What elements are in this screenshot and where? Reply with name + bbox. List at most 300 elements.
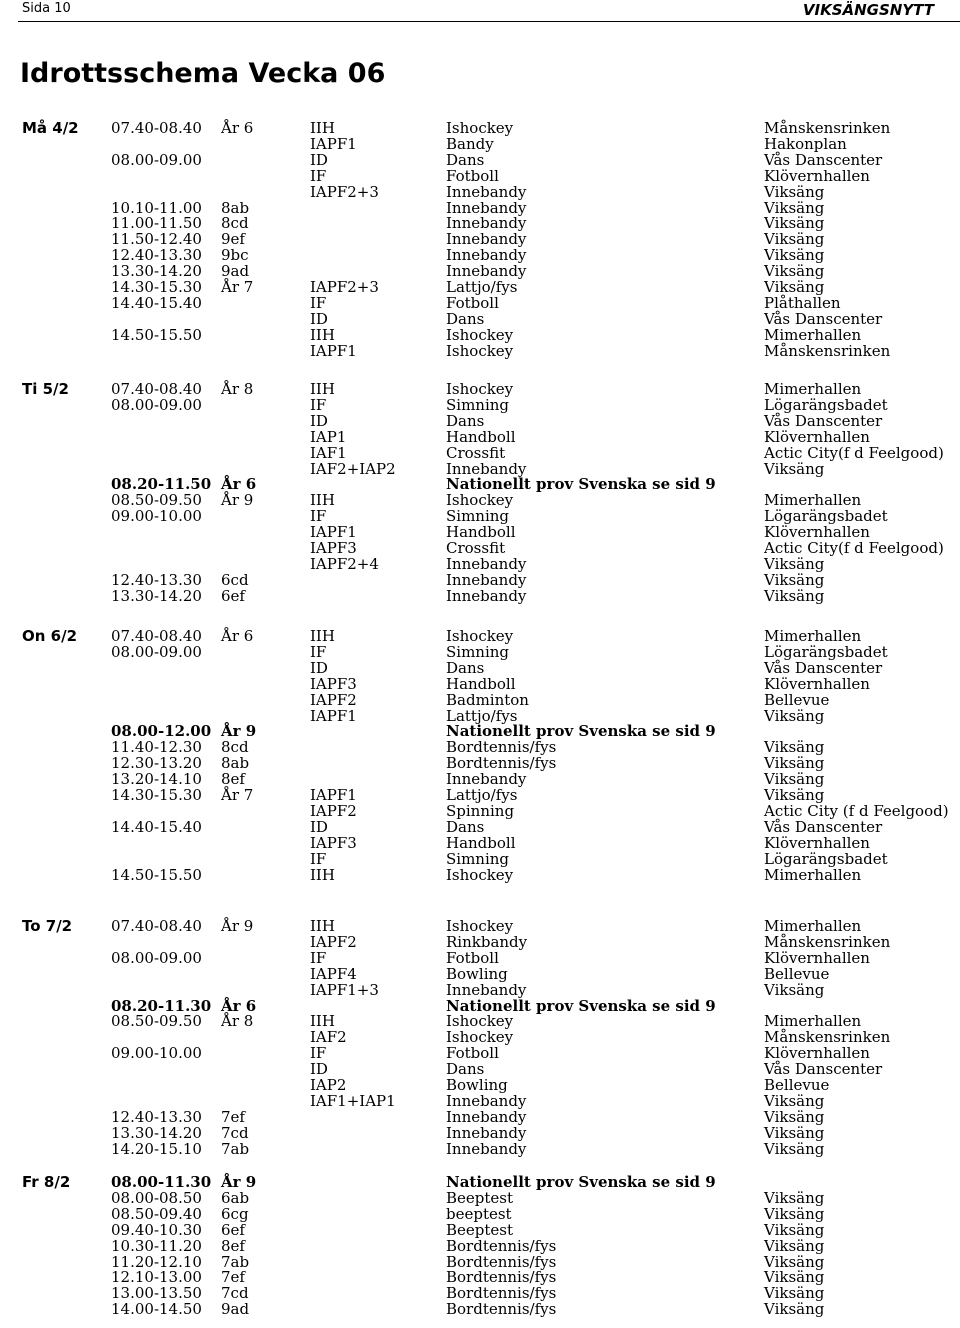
- schedule-row: [0, 247, 960, 263]
- schedule-row: [0, 982, 960, 998]
- time-cell: 08.00-09.00: [111, 642, 202, 661]
- class-cell: IAF1: [310, 443, 347, 462]
- activity-cell: Bordtennis/fys: [446, 1268, 557, 1287]
- activity-cell: Innebandy: [446, 262, 527, 281]
- group-cell: År 6: [221, 996, 257, 1015]
- venue-cell: Klövernhallen: [764, 948, 870, 967]
- schedule-row: [0, 1109, 960, 1125]
- venue-cell: Lögarängsbadet: [764, 849, 888, 868]
- time-cell: 13.30-14.20: [111, 1123, 202, 1142]
- schedule-row: [0, 628, 960, 644]
- schedule-row: [0, 803, 960, 819]
- time-cell: 08.00-08.50: [111, 1188, 202, 1207]
- group-cell: 8cd: [221, 738, 249, 757]
- schedule-row: [0, 1190, 960, 1206]
- venue-cell: Mimerhallen: [764, 865, 862, 884]
- group-cell: År 9: [221, 1173, 257, 1191]
- group-cell: 7ef: [221, 1107, 245, 1126]
- schedule-row: [0, 311, 960, 327]
- venue-cell: Viksäng: [764, 262, 825, 281]
- venue-cell: Vås Danscenter: [764, 817, 883, 836]
- group-cell: 8ab: [221, 754, 250, 773]
- activity-cell: Handboll: [446, 833, 516, 852]
- venue-cell: Viksäng: [764, 570, 825, 589]
- schedule-row: [0, 1269, 960, 1285]
- day-label: Fr 8/2: [22, 1173, 71, 1191]
- time-cell: 14.00-14.50: [111, 1300, 202, 1319]
- class-cell: IIH: [310, 119, 335, 137]
- time-cell: 08.00-09.00: [111, 150, 202, 169]
- class-cell: IAPF2+3: [310, 182, 379, 201]
- class-cell: IAP2: [310, 1076, 347, 1094]
- time-cell: 13.20-14.10: [111, 770, 202, 789]
- activity-cell: Lattjo/fys: [446, 706, 518, 725]
- page-number: Sida 10: [22, 1, 71, 16]
- activity-cell: Innebandy: [446, 570, 527, 589]
- class-cell: IIH: [310, 865, 335, 884]
- venue-cell: Plåthallen: [764, 293, 841, 312]
- time-cell: 08.00-11.30: [111, 1173, 212, 1191]
- time-cell: 10.10-11.00: [111, 198, 202, 217]
- activity-cell: Rinkbandy: [446, 932, 528, 951]
- schedule-row: [0, 771, 960, 787]
- venue-cell: Viksäng: [764, 1268, 825, 1287]
- class-cell: IF: [310, 642, 327, 661]
- schedule-row: [0, 508, 960, 524]
- time-cell: 07.40-08.40: [111, 380, 202, 398]
- class-cell: IIH: [310, 325, 335, 344]
- venue-cell: Vås Danscenter: [764, 411, 883, 430]
- activity-cell: Dans: [446, 658, 485, 677]
- venue-cell: Viksäng: [764, 278, 825, 296]
- schedule-row: [0, 755, 960, 771]
- group-cell: År 7: [221, 786, 254, 804]
- venue-cell: Viksäng: [764, 754, 825, 773]
- class-cell: ID: [310, 411, 328, 430]
- activity-cell: Bowling: [446, 964, 508, 983]
- class-cell: ID: [310, 817, 328, 836]
- venue-cell: Viksäng: [764, 246, 825, 265]
- schedule-row: [0, 429, 960, 445]
- time-cell: 13.30-14.20: [111, 262, 202, 281]
- venue-cell: Mimerhallen: [764, 1012, 862, 1031]
- schedule-row: [0, 966, 960, 982]
- schedule-row: [0, 215, 960, 231]
- schedule-row: [0, 739, 960, 755]
- schedule-row: [0, 723, 960, 739]
- activity-cell: Innebandy: [446, 230, 527, 249]
- venue-cell: Viksäng: [764, 786, 825, 804]
- time-cell: 08.00-09.00: [111, 948, 202, 967]
- schedule-row: [0, 1206, 960, 1222]
- venue-cell: Klövernhallen: [764, 523, 870, 542]
- group-cell: 9ad: [221, 262, 250, 281]
- venue-cell: Viksäng: [764, 1204, 825, 1223]
- activity-cell: Innebandy: [446, 214, 527, 233]
- group-cell: År 8: [221, 1012, 254, 1031]
- schedule-row: [0, 461, 960, 477]
- group-cell: År 6: [221, 475, 257, 494]
- schedule-row: [0, 1238, 960, 1254]
- venue-cell: Viksäng: [764, 1188, 825, 1207]
- venue-cell: Klövernhallen: [764, 166, 870, 185]
- class-cell: IAPF3: [310, 833, 357, 852]
- time-cell: 13.00-13.50: [111, 1284, 202, 1303]
- venue-cell: Bellevue: [764, 690, 830, 709]
- page-header: [0, 0, 960, 22]
- day-label: Må 4/2: [22, 119, 79, 137]
- activity-cell: Crossfit: [446, 539, 506, 557]
- activity-cell: Simning: [446, 507, 510, 526]
- time-cell: 12.40-13.30: [111, 570, 202, 589]
- class-cell: IAPF1: [310, 134, 357, 153]
- time-cell: 12.30-13.20: [111, 754, 202, 773]
- class-cell: IAPF1: [310, 706, 357, 725]
- class-cell: ID: [310, 658, 328, 677]
- activity-cell: Ishockey: [446, 917, 514, 935]
- group-cell: År 9: [221, 722, 257, 741]
- venue-cell: Viksäng: [764, 1139, 825, 1158]
- activity-cell: Innebandy: [446, 1139, 527, 1158]
- venue-cell: Viksäng: [764, 980, 825, 999]
- venue-cell: Viksäng: [764, 1220, 825, 1239]
- venue-cell: Månskensrinken: [764, 119, 891, 137]
- activity-cell: Ishockey: [446, 325, 514, 344]
- day-label: On 6/2: [22, 627, 78, 645]
- schedule-row: [0, 1013, 960, 1029]
- group-cell: 6cd: [221, 570, 249, 589]
- time-cell: 14.50-15.50: [111, 325, 202, 344]
- activity-cell: Simning: [446, 395, 510, 414]
- venue-cell: Lögarängsbadet: [764, 507, 888, 526]
- activity-cell: Handboll: [446, 523, 516, 542]
- activity-cell: Innebandy: [446, 980, 527, 999]
- venue-cell: Mimerhallen: [764, 380, 862, 398]
- schedule-row: [0, 397, 960, 413]
- schedule-row: [0, 476, 960, 492]
- schedule-row: [0, 1045, 960, 1061]
- venue-cell: Viksäng: [764, 198, 825, 217]
- schedule-row: [0, 1174, 960, 1190]
- venue-cell: Lögarängsbadet: [764, 642, 888, 661]
- activity-cell: Bowling: [446, 1076, 508, 1094]
- schedule-row: [0, 136, 960, 152]
- venue-cell: Viksäng: [764, 586, 825, 605]
- group-cell: 6ab: [221, 1188, 250, 1207]
- activity-cell: Ishockey: [446, 491, 514, 510]
- time-cell: 10.30-11.20: [111, 1236, 202, 1255]
- activity-cell: Ishockey: [446, 865, 514, 884]
- activity-cell: Beeptest: [446, 1188, 514, 1207]
- time-cell: 14.30-15.30: [111, 278, 202, 296]
- venue-cell: Viksäng: [764, 1123, 825, 1142]
- group-cell: 9bc: [221, 246, 249, 265]
- time-cell: 11.40-12.30: [111, 738, 202, 757]
- activity-cell: Innebandy: [446, 554, 527, 573]
- schedule-row: [0, 556, 960, 572]
- class-cell: IF: [310, 948, 327, 967]
- schedule-row: [0, 168, 960, 184]
- activity-cell: Nationellt prov Svenska se sid 9: [446, 996, 716, 1015]
- class-cell: IAPF2+3: [310, 278, 379, 296]
- group-cell: 7ab: [221, 1139, 250, 1158]
- class-cell: IAPF3: [310, 674, 357, 693]
- class-cell: IAPF3: [310, 539, 357, 557]
- group-cell: 8ab: [221, 198, 250, 217]
- time-cell: 12.10-13.00: [111, 1268, 202, 1287]
- schedule-row: [0, 787, 960, 803]
- activity-cell: Ishockey: [446, 627, 514, 645]
- schedule-row: [0, 644, 960, 660]
- venue-cell: Mimerhallen: [764, 491, 862, 510]
- activity-cell: Innebandy: [446, 1123, 527, 1142]
- time-cell: 14.40-15.40: [111, 293, 202, 312]
- time-cell: 13.30-14.20: [111, 586, 202, 605]
- venue-cell: Vås Danscenter: [764, 150, 883, 169]
- venue-cell: Viksäng: [764, 706, 825, 725]
- schedule-row: [0, 327, 960, 343]
- activity-cell: Dans: [446, 1060, 485, 1079]
- schedule-row: [0, 263, 960, 279]
- schedule-row: [0, 152, 960, 168]
- schedule-row: [0, 492, 960, 508]
- schedule-row: [0, 1254, 960, 1270]
- class-cell: IIH: [310, 627, 335, 645]
- header-rule: [18, 21, 960, 22]
- activity-cell: Bordtennis/fys: [446, 754, 557, 773]
- schedule-row: [0, 588, 960, 604]
- group-cell: 6cg: [221, 1204, 249, 1223]
- activity-cell: Bordtennis/fys: [446, 1252, 557, 1271]
- schedule-row: [0, 231, 960, 247]
- time-cell: 08.00-12.00: [111, 722, 212, 741]
- group-cell: 8ef: [221, 1236, 245, 1255]
- schedule-row: [0, 120, 960, 136]
- venue-cell: Viksäng: [764, 230, 825, 249]
- activity-cell: Dans: [446, 411, 485, 430]
- day-label: To 7/2: [22, 917, 73, 935]
- class-cell: IIH: [310, 491, 335, 510]
- class-cell: IIH: [310, 380, 335, 398]
- schedule-row: [0, 1141, 960, 1157]
- activity-cell: Ishockey: [446, 1028, 514, 1047]
- class-cell: ID: [310, 150, 328, 169]
- class-cell: IAPF1: [310, 341, 357, 360]
- activity-cell: Innebandy: [446, 182, 527, 201]
- venue-cell: Lögarängsbadet: [764, 395, 888, 414]
- activity-cell: Ishockey: [446, 341, 514, 360]
- class-cell: IF: [310, 1044, 327, 1063]
- schedule-row: [0, 934, 960, 950]
- venue-cell: Viksäng: [764, 214, 825, 233]
- venue-cell: Viksäng: [764, 738, 825, 757]
- activity-cell: Handboll: [446, 427, 516, 446]
- time-cell: 08.20-11.30: [111, 996, 212, 1015]
- activity-cell: Handboll: [446, 674, 516, 693]
- group-cell: År 6: [221, 627, 254, 645]
- time-cell: 14.20-15.10: [111, 1139, 202, 1158]
- group-cell: År 9: [221, 917, 254, 935]
- venue-cell: Mimerhallen: [764, 627, 862, 645]
- activity-cell: Bordtennis/fys: [446, 1284, 557, 1303]
- activity-cell: Crossfit: [446, 443, 506, 462]
- venue-cell: Vås Danscenter: [764, 658, 883, 677]
- class-cell: IAF2: [310, 1028, 347, 1047]
- activity-cell: Fotboll: [446, 166, 499, 185]
- schedule-row: [0, 950, 960, 966]
- activity-cell: beeptest: [446, 1204, 512, 1223]
- group-cell: År 9: [221, 491, 254, 510]
- schedule-row: [0, 1285, 960, 1301]
- venue-cell: Viksäng: [764, 459, 825, 478]
- schedule-row: [0, 819, 960, 835]
- class-cell: IF: [310, 166, 327, 185]
- activity-cell: Bordtennis/fys: [446, 738, 557, 757]
- schedule-row: [0, 279, 960, 295]
- class-cell: IAPF1: [310, 523, 357, 542]
- schedule-row: [0, 998, 960, 1014]
- time-cell: 07.40-08.40: [111, 119, 202, 137]
- time-cell: 09.00-10.00: [111, 1044, 202, 1063]
- class-cell: IIH: [310, 917, 335, 935]
- venue-cell: Viksäng: [764, 182, 825, 201]
- time-cell: 12.40-13.30: [111, 246, 202, 265]
- group-cell: 7cd: [221, 1284, 249, 1303]
- schedule-row: [0, 676, 960, 692]
- group-cell: 9ad: [221, 1300, 250, 1319]
- activity-cell: Ishockey: [446, 119, 514, 137]
- schedule-row: [0, 867, 960, 883]
- time-cell: 08.50-09.50: [111, 1012, 202, 1031]
- time-cell: 11.00-11.50: [111, 214, 202, 233]
- venue-cell: Mimerhallen: [764, 917, 862, 935]
- class-cell: IAF2+IAP2: [310, 459, 396, 478]
- schedule-row: [0, 540, 960, 556]
- activity-cell: Lattjo/fys: [446, 278, 518, 296]
- class-cell: IAF1+IAP1: [310, 1091, 396, 1110]
- class-cell: IAPF2: [310, 801, 357, 820]
- schedule-row: [0, 1093, 960, 1109]
- activity-cell: Fotboll: [446, 948, 499, 967]
- time-cell: 12.40-13.30: [111, 1107, 202, 1126]
- group-cell: 9ef: [221, 230, 245, 249]
- activity-cell: Simning: [446, 849, 510, 868]
- venue-cell: Viksäng: [764, 1236, 825, 1255]
- schedule-row: [0, 1301, 960, 1317]
- class-cell: IAPF1+3: [310, 980, 379, 999]
- schedule-row: [0, 1222, 960, 1238]
- activity-cell: Innebandy: [446, 1091, 527, 1110]
- time-cell: 11.20-12.10: [111, 1252, 202, 1271]
- activity-cell: Dans: [446, 817, 485, 836]
- activity-cell: Ishockey: [446, 1012, 514, 1031]
- schedule-row: [0, 200, 960, 216]
- publication-name: VIKSÄNGSNYTT: [802, 1, 934, 19]
- schedule-row: [0, 524, 960, 540]
- time-cell: 08.50-09.50: [111, 491, 202, 510]
- time-cell: 14.30-15.30: [111, 786, 202, 804]
- activity-cell: Innebandy: [446, 246, 527, 265]
- schedule-row: [0, 851, 960, 867]
- activity-cell: Bordtennis/fys: [446, 1300, 557, 1319]
- time-cell: 07.40-08.40: [111, 627, 202, 645]
- venue-cell: Viksäng: [764, 1252, 825, 1271]
- schedule-row: [0, 660, 960, 676]
- schedule-row: [0, 835, 960, 851]
- schedule-row: [0, 343, 960, 359]
- activity-cell: Innebandy: [446, 586, 527, 605]
- class-cell: IAPF2: [310, 690, 357, 709]
- group-cell: År 7: [221, 278, 254, 296]
- schedule-row: [0, 1029, 960, 1045]
- schedule-row: [0, 572, 960, 588]
- group-cell: 8cd: [221, 214, 249, 233]
- venue-cell: Hakonplan: [764, 134, 847, 153]
- activity-cell: Lattjo/fys: [446, 786, 518, 804]
- class-cell: IAPF1: [310, 786, 357, 804]
- activity-cell: Nationellt prov Svenska se sid 9: [446, 722, 716, 741]
- schedule-row: [0, 692, 960, 708]
- schedule-row: [0, 413, 960, 429]
- time-cell: 09.40-10.30: [111, 1220, 202, 1239]
- schedule-row: [0, 918, 960, 934]
- venue-cell: Klövernhallen: [764, 674, 870, 693]
- venue-cell: Actic City(f d Feelgood): [764, 539, 944, 557]
- activity-cell: Innebandy: [446, 198, 527, 217]
- activity-cell: Nationellt prov Svenska se sid 9: [446, 1173, 716, 1191]
- class-cell: IF: [310, 507, 327, 526]
- class-cell: IF: [310, 395, 327, 414]
- venue-cell: Actic City(f d Feelgood): [764, 443, 944, 462]
- venue-cell: Viksäng: [764, 770, 825, 789]
- group-cell: År 6: [221, 119, 254, 137]
- venue-cell: Actic City (f d Feelgood): [764, 801, 949, 820]
- group-cell: 7ef: [221, 1268, 245, 1287]
- activity-cell: Spinning: [446, 801, 515, 820]
- schedule-row: [0, 1125, 960, 1141]
- activity-cell: Dans: [446, 309, 485, 328]
- schedule-row: [0, 381, 960, 397]
- activity-cell: Nationellt prov Svenska se sid 9: [446, 475, 716, 494]
- group-cell: 6ef: [221, 1220, 245, 1239]
- venue-cell: Klövernhallen: [764, 427, 870, 446]
- group-cell: 6ef: [221, 586, 245, 605]
- day-label: Ti 5/2: [22, 380, 69, 398]
- activity-cell: Fotboll: [446, 1044, 499, 1063]
- venue-cell: Viksäng: [764, 554, 825, 573]
- venue-cell: Månskensrinken: [764, 1028, 891, 1047]
- venue-cell: Viksäng: [764, 1091, 825, 1110]
- activity-cell: Innebandy: [446, 1107, 527, 1126]
- venue-cell: Viksäng: [764, 1300, 825, 1319]
- venue-cell: Bellevue: [764, 964, 830, 983]
- schedule-row: [0, 1061, 960, 1077]
- venue-cell: Viksäng: [764, 1284, 825, 1303]
- group-cell: 7ab: [221, 1252, 250, 1271]
- activity-cell: Fotboll: [446, 293, 499, 312]
- venue-cell: Klövernhallen: [764, 833, 870, 852]
- class-cell: IAPF4: [310, 964, 357, 983]
- group-cell: 7cd: [221, 1123, 249, 1142]
- class-cell: IIH: [310, 1012, 335, 1031]
- activity-cell: Beeptest: [446, 1220, 514, 1239]
- venue-cell: Månskensrinken: [764, 341, 891, 360]
- time-cell: 08.50-09.40: [111, 1204, 202, 1223]
- time-cell: 08.20-11.50: [111, 475, 212, 494]
- venue-cell: Vås Danscenter: [764, 1060, 883, 1079]
- class-cell: ID: [310, 1060, 328, 1079]
- venue-cell: Vås Danscenter: [764, 309, 883, 328]
